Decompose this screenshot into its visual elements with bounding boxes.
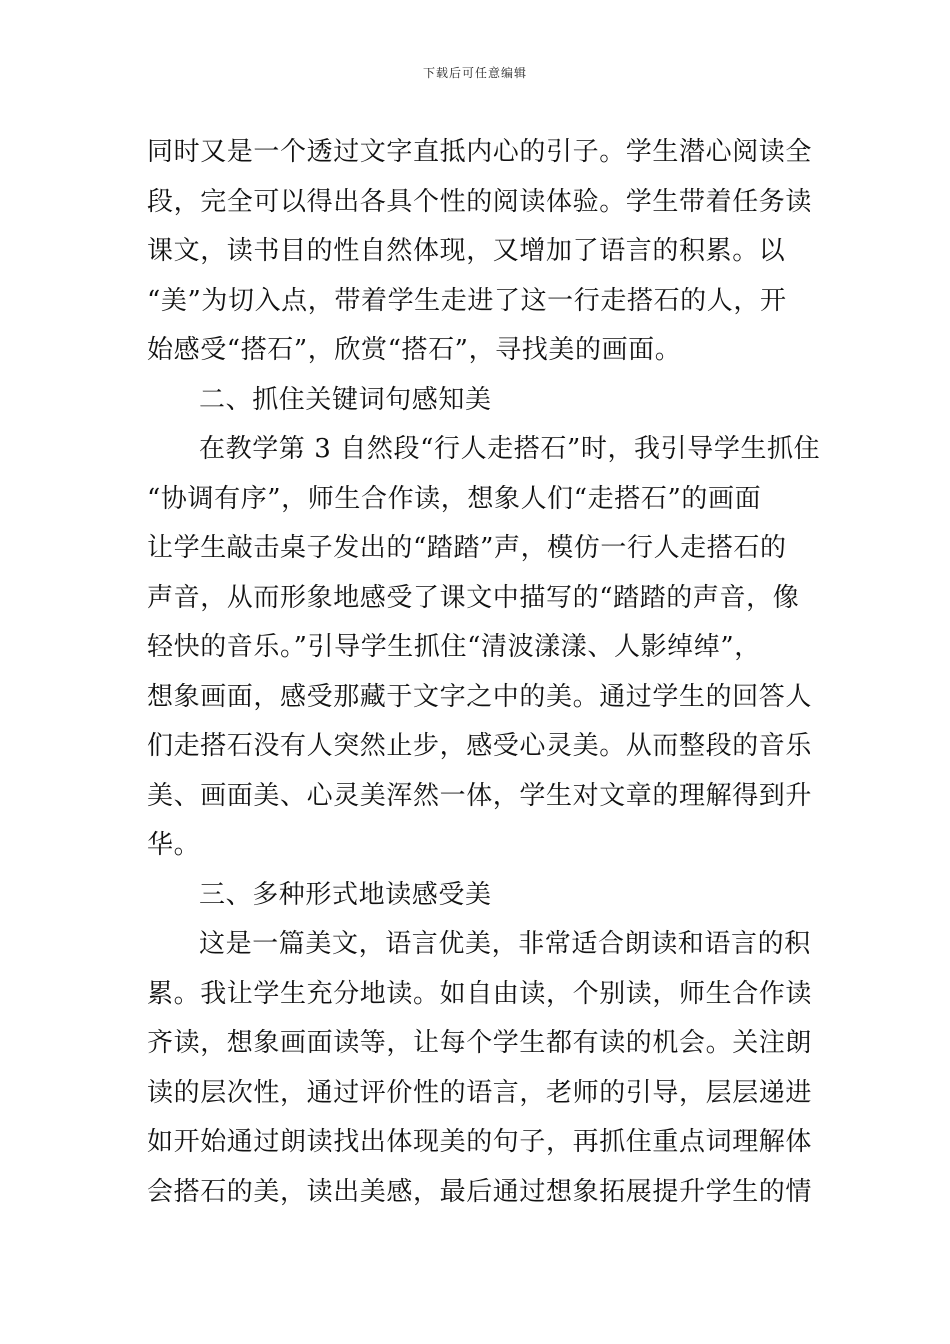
text-line: 累。我让学生充分地读。如自由读，个别读，师生合作读 (147, 978, 813, 1009)
text-line: 读的层次性，通过评价性的语言，老师的引导，层层递进 (147, 1077, 813, 1108)
text-line: 同时又是一个透过文字直抵内心的引子。学生潜心阅读全 (147, 137, 813, 167)
page-header: 下载后可任意编辑 (422, 66, 527, 80)
text-line: “美”为切入点，带着学生走进了这一行走搭石的人，开 (147, 285, 787, 316)
text-line: 会搭石的美，读出美感，最后通过想象拓展提升学生的情 (147, 1176, 813, 1207)
text-line: 们走搭石没有人突然止步，感受心灵美。从而整段的音乐 (147, 731, 813, 761)
text-line: 声音，从而形象地感受了课文中描写的“踏踏的声音，像 (147, 582, 800, 613)
text-line: 段，完全可以得出各具个性的阅读体验。学生带着任务读 (147, 186, 813, 217)
text-line: 始感受“搭石”，欣赏“搭石”，寻找美的画面。 (147, 335, 682, 365)
section-heading: 二、抓住关键词句感知美 (199, 384, 492, 415)
section-heading: 三、多种形式地读感受美 (199, 879, 492, 910)
text-line: 想象画面，感受那藏于文字之中的美。通过学生的回答人 (147, 681, 813, 712)
text-line: 华。 (147, 830, 201, 860)
text-line: 轻快的音乐。”引导学生抓住“清波漾漾、人影绰绰”， (147, 632, 761, 662)
text-line: 这是一篇美文，语言优美，非常适合朗读和语言的积 (199, 929, 811, 959)
text-line: 课文，读书目的性自然体现，又增加了语言的积累。以 (147, 236, 786, 266)
document-body (147, 128, 821, 1217)
text-line: 美、画面美、心灵美浑然一体，学生对文章的理解得到升 (147, 780, 813, 811)
text-line: 齐读，想象画面读等，让每个学生都有读的机会。关注朗 (147, 1028, 813, 1058)
text-line: 在教学第 3 自然段“行人走搭石”时，我引导学生抓住 (199, 434, 821, 464)
text-line: 如开始通过朗读找出体现美的句子，再抓住重点词理解体 (147, 1127, 813, 1157)
text-line: 让学生敲击桌子发出的“踏踏”声，模仿一行人走搭石的 (147, 533, 787, 563)
text-line: “协调有序”，师生合作读，想象人们“走搭石”的画面 (147, 483, 762, 514)
